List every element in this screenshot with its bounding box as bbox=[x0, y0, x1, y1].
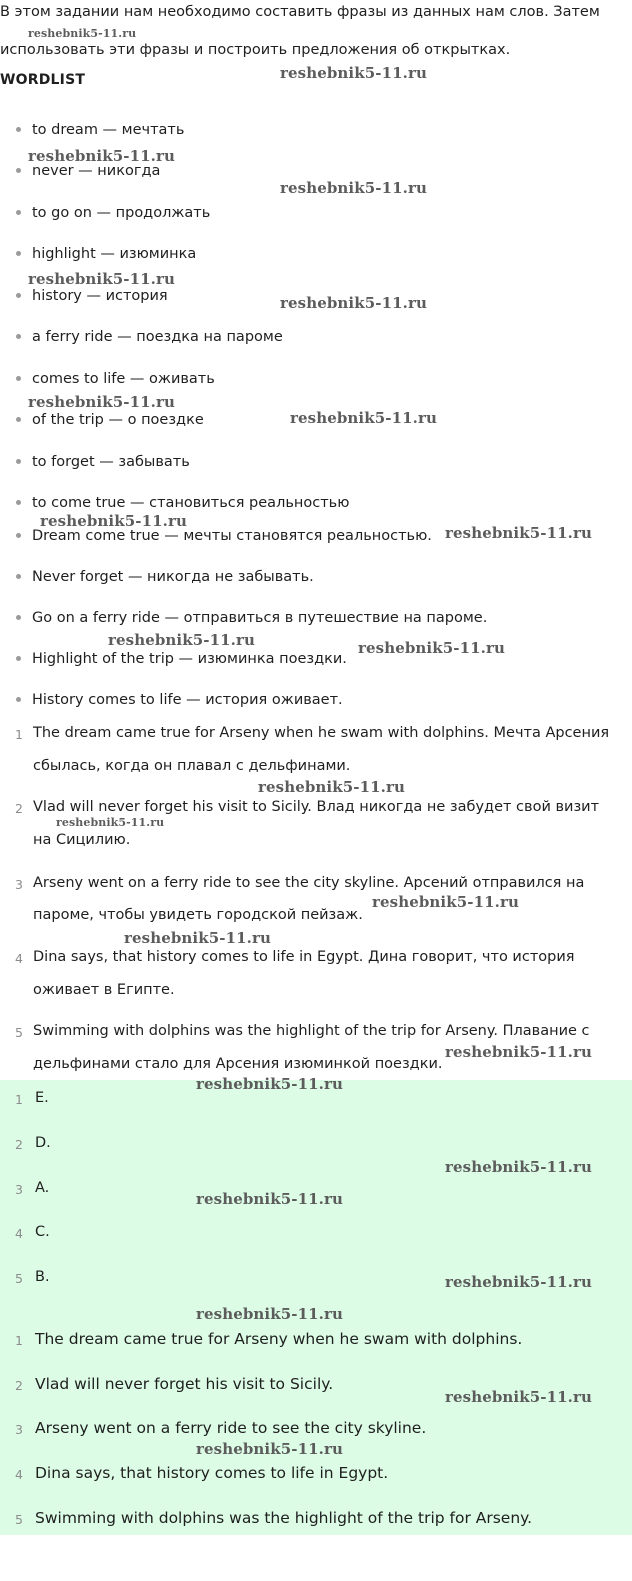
list-item: to go on — продолжать bbox=[16, 205, 210, 221]
intro-line-1: В этом задании нам необходимо составить фразы из данных нам слов. Затем bbox=[0, 4, 600, 20]
watermark: reshebnik5-11.ru bbox=[280, 64, 427, 82]
bullet-icon bbox=[16, 127, 21, 132]
sentence-number: 3 bbox=[15, 877, 23, 892]
list-item: a ferry ride — поездка на пароме bbox=[16, 329, 283, 345]
watermark: reshebnik5-11.ru bbox=[445, 1158, 592, 1176]
answer-number: 2 bbox=[15, 1137, 23, 1152]
watermark: reshebnik5-11.ru bbox=[445, 524, 592, 542]
watermark: reshebnik5-11.ru bbox=[124, 929, 271, 947]
answer-sentence: Arseny went on a ferry ride to see the city skyline. bbox=[35, 1419, 427, 1437]
bullet-icon bbox=[16, 615, 21, 620]
watermark: reshebnik5-11.ru bbox=[372, 893, 519, 911]
bullet-icon bbox=[16, 334, 21, 339]
watermark: reshebnik5-11.ru bbox=[280, 179, 427, 197]
answer-letter: D. bbox=[35, 1135, 51, 1151]
sentence-line: The dream came true for Arseny when he swam with dolphins. Мечта Арсения bbox=[33, 725, 610, 741]
bullet-icon bbox=[16, 417, 21, 422]
answer-sentence: Dina says, that history comes to life in Egypt. bbox=[35, 1464, 389, 1482]
answer-sentence: The dream came true for Arseny when he swam with dolphins. bbox=[35, 1330, 523, 1348]
sentence-line: Dina says, that history comes to life in Egypt. Дина говорит, что история bbox=[33, 949, 575, 965]
list-item: to forget — забывать bbox=[16, 454, 190, 470]
wordlist-heading: WORDLIST bbox=[0, 72, 86, 88]
bullet-icon bbox=[16, 210, 21, 215]
answer-sentence-number: 4 bbox=[15, 1467, 23, 1482]
list-item: highlight — изюминка bbox=[16, 246, 196, 262]
answer-number: 5 bbox=[15, 1271, 23, 1286]
watermark: reshebnik5-11.ru bbox=[196, 1305, 343, 1323]
watermark: reshebnik5-11.ru bbox=[196, 1440, 343, 1458]
watermark: reshebnik5-11.ru bbox=[28, 393, 175, 411]
sentence-line: Vlad will never forget his visit to Sicily. Влад никогда не забудет свой визит bbox=[33, 799, 600, 815]
watermark: reshebnik5-11.ru bbox=[28, 27, 137, 40]
watermark: reshebnik5-11.ru bbox=[196, 1075, 343, 1093]
answer-sentence-number: 3 bbox=[15, 1422, 23, 1437]
list-item: Highlight of the trip — изюминка поездки. bbox=[16, 651, 347, 667]
answer-number: 3 bbox=[15, 1182, 23, 1197]
sentence-number: 4 bbox=[15, 951, 23, 966]
sentence-line: сбылась, когда он плавал с дельфинами. bbox=[33, 758, 351, 774]
list-item: of the trip — о поездке bbox=[16, 412, 204, 428]
answer-sentence-number: 1 bbox=[15, 1333, 23, 1348]
watermark: reshebnik5-11.ru bbox=[258, 778, 405, 796]
watermark: reshebnik5-11.ru bbox=[280, 294, 427, 312]
answer-sentence: Vlad will never forget his visit to Sicily. bbox=[35, 1375, 334, 1393]
answer-letter: B. bbox=[35, 1269, 50, 1285]
bullet-icon bbox=[16, 697, 21, 702]
watermark: reshebnik5-11.ru bbox=[445, 1273, 592, 1291]
bullet-icon bbox=[16, 293, 21, 298]
bullet-icon bbox=[16, 168, 21, 173]
watermark: reshebnik5-11.ru bbox=[445, 1043, 592, 1061]
sentence-line: Arseny went on a ferry ride to see the city skyline. Арсений отправился на bbox=[33, 875, 585, 891]
watermark: reshebnik5-11.ru bbox=[56, 816, 165, 829]
sentence-number: 1 bbox=[15, 727, 23, 742]
bullet-icon bbox=[16, 574, 21, 579]
list-item: Never forget — никогда не забывать. bbox=[16, 569, 314, 585]
answer-sentence-number: 2 bbox=[15, 1378, 23, 1393]
list-item: History comes to life — история оживает. bbox=[16, 692, 343, 708]
list-item: history — история bbox=[16, 288, 168, 304]
watermark: reshebnik5-11.ru bbox=[28, 270, 175, 288]
list-item: to come true — становиться реальностью bbox=[16, 495, 349, 511]
answer-letter: E. bbox=[35, 1090, 49, 1106]
answer-letter: C. bbox=[35, 1224, 50, 1240]
list-item: never — никогда bbox=[16, 163, 160, 179]
list-item: Dream come true — мечты становятся реальностью. bbox=[16, 528, 432, 544]
watermark: reshebnik5-11.ru bbox=[290, 409, 437, 427]
sentence-line: дельфинами стало для Арсения изюминкой поездки. bbox=[33, 1056, 443, 1072]
bullet-icon bbox=[16, 459, 21, 464]
watermark: reshebnik5-11.ru bbox=[28, 147, 175, 165]
sentence-number: 2 bbox=[15, 801, 23, 816]
watermark: reshebnik5-11.ru bbox=[196, 1190, 343, 1208]
sentence-line: оживает в Египте. bbox=[33, 982, 175, 998]
watermark: reshebnik5-11.ru bbox=[108, 631, 255, 649]
answer-number: 1 bbox=[15, 1092, 23, 1107]
answer-letter: A. bbox=[35, 1180, 50, 1196]
bullet-icon bbox=[16, 376, 21, 381]
sentence-line: пароме, чтобы увидеть городской пейзаж. bbox=[33, 907, 363, 923]
answer-sentence-number: 5 bbox=[15, 1512, 23, 1527]
watermark: reshebnik5-11.ru bbox=[445, 1388, 592, 1406]
bullet-icon bbox=[16, 251, 21, 256]
watermark: reshebnik5-11.ru bbox=[40, 512, 187, 530]
watermark: reshebnik5-11.ru bbox=[358, 639, 505, 657]
list-item: comes to life — оживать bbox=[16, 371, 215, 387]
answer-number: 4 bbox=[15, 1226, 23, 1241]
intro-line-2: использовать эти фразы и построить предложения об открытках. bbox=[0, 42, 511, 58]
list-item: Go on a ferry ride — отправиться в путешествие на пароме. bbox=[16, 610, 487, 626]
sentence-line: Swimming with dolphins was the highlight of the trip for Arseny. Плавание с bbox=[33, 1023, 590, 1039]
sentence-line: на Сицилию. bbox=[33, 832, 131, 848]
bullet-icon bbox=[16, 500, 21, 505]
bullet-icon bbox=[16, 656, 21, 661]
sentence-number: 5 bbox=[15, 1025, 23, 1040]
list-item: to dream — мечтать bbox=[16, 122, 184, 138]
bullet-icon bbox=[16, 533, 21, 538]
answer-sentence: Swimming with dolphins was the highlight of the trip for Arseny. bbox=[35, 1509, 533, 1527]
